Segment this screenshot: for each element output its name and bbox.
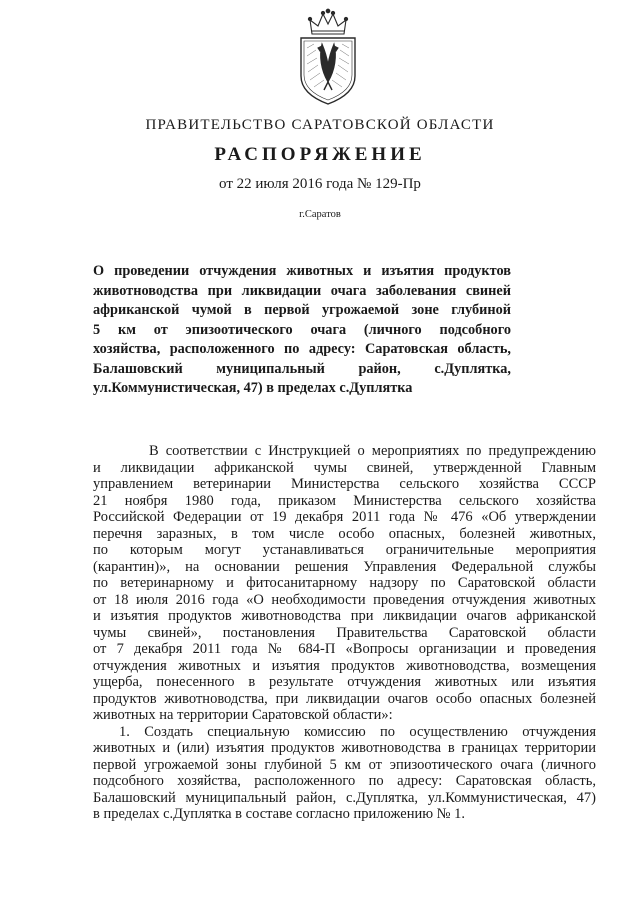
subject-line: ул.Коммунистическая, 47) в пределах с.Дуплятка xyxy=(93,380,413,396)
body-line: подсобного хозяйства, расположенного по адресу: Саратовская область, xyxy=(93,773,596,789)
body-line: от 18 июля 2016 года «О необходимости проведения отчуждения животных xyxy=(93,591,596,608)
document-city: г.Саратов xyxy=(299,209,341,220)
body-line: отчуждения животных и изъятия продуктов животноводства, возмещения xyxy=(93,657,596,674)
body-line: от 7 декабря 2011 года № 684-П «Вопросы организации и проведения xyxy=(93,641,596,657)
body-line: Балашовский муниципальный район, с.Дуплятка, ул.Коммунистическая, 47) xyxy=(93,789,596,806)
document-body xyxy=(93,443,596,823)
document-date-number: от 22 июля 2016 года № 129-Пр xyxy=(219,176,421,192)
body-line: по ветеринарному и фитосанитарному надзору по Саратовской области xyxy=(93,575,596,591)
subject-line: животноводства при ликвидации очага заболевания свиней xyxy=(93,282,511,299)
subject-line: Балашовский муниципальный район, с.Дуплятка, xyxy=(93,360,511,377)
body-line: и изъятия продуктов животноводства при ликвидации очагов африканской xyxy=(93,608,596,624)
government-name: ПРАВИТЕЛЬСТВО САРАТОВСКОЙ ОБЛАСТИ xyxy=(145,117,495,133)
body-line: ущерба, понесенного в результате отчуждения животных или изъятия xyxy=(93,674,596,690)
subject-line: африканской чумой в первой угрожаемой зоне глубиной xyxy=(93,302,511,318)
body-line: животных на территории Саратовской области»: xyxy=(93,707,393,723)
body-line: животных и (или) изъятия продуктов животноводства в границах территории xyxy=(93,740,596,756)
document-subject xyxy=(93,262,511,399)
document-type: РАСПОРЯЖЕНИЕ xyxy=(214,144,426,165)
body-line: по которым могут устанавливаться ограничительные мероприятия xyxy=(93,542,596,558)
subject-line: 5 км от эпизоотического очага (личного подсобного xyxy=(93,321,511,338)
body-line: в пределах с.Дуплятка в составе согласно приложению № 1. xyxy=(93,806,466,822)
body-line: 21 ноября 1980 года, приказом Министерства сельского хозяйства xyxy=(93,492,596,509)
body-line: Российской Федерации от 19 декабря 2011 года № 476 «Об утверждении xyxy=(93,509,596,525)
coat-of-arms-icon xyxy=(292,8,364,106)
subject-line: хозяйства, расположенного по адресу: Саратовская область, xyxy=(93,341,511,357)
body-line: первой угрожаемой зоны глубиной 5 км от эпизоотического очага (личного xyxy=(93,756,596,773)
subject-line: О проведении отчуждения животных и изъятия продуктов xyxy=(93,263,511,279)
body-line: (карантин)», на основании решения Управления Федеральной службы xyxy=(93,558,596,575)
body-line: управлением ветеринарии Министерства сельского хозяйства СССР xyxy=(93,476,596,492)
body-line: чумы свиней», постановления Правительства Саратовской области xyxy=(93,624,596,641)
body-line: 1. Создать специальную комиссию по осуществлению отчуждения xyxy=(119,723,596,740)
body-line: и ликвидации африканской чумы свиней, утвержденной Главным xyxy=(93,459,596,476)
body-line: продуктов животноводства, при ликвидации очагов особо опасных болезней xyxy=(93,690,596,707)
body-line: В соответствии с Инструкцией о мероприятиях по предупреждению xyxy=(149,443,596,459)
body-line: перечня заразных, в том числе особо опасных, болезней животных, xyxy=(93,525,596,542)
